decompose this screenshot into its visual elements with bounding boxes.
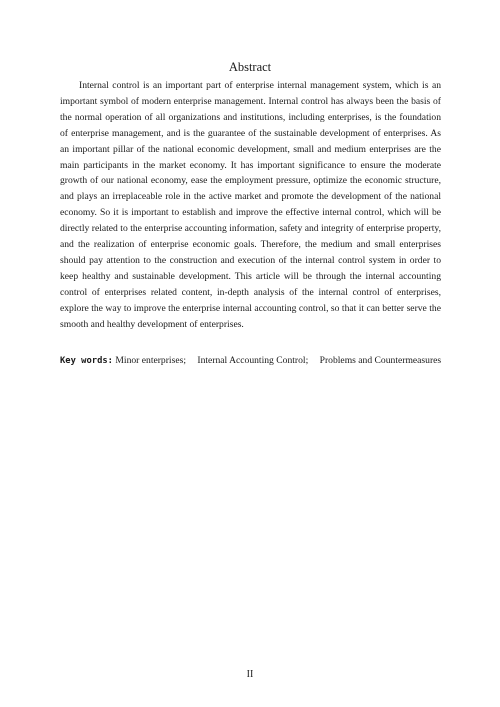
keyword-item: Problems and Countermeasures — [319, 355, 442, 366]
keywords-line — [60, 354, 480, 368]
page-title: Abstract — [228, 60, 272, 74]
keywords-label: Key words: — [60, 356, 113, 366]
keyword-item: Minor enterprises; — [115, 355, 186, 366]
abstract-paragraph: Internal control is an important part of enterprise internal management system, which is an important symbol of modern enterprise management. Internal control has always been the basis of the normal operation of all organizations and institutions, including enterprises, is the foundation of enterprise management, and is the guarantee of the sustainable development of enterprises. As an important pillar of the national economic development, small and medium enterprises are the main participants in the market economy. It has important significance to ensure the moderate growth of our national economy, ease the employment pressure, optimize the economic structure, and plays an irreplaceable role in the active market and promote the development of the national economy. So it is important to establish and improve the effective internal control, which will be directly related to the enterprise accounting information, safety and integrity of enterprise property, and the realization of enterprise economic goals. Therefore, the medium and small enterprises should pay attention to the construction and execution of the internal control system in order to keep healthy and sustainable development. This article will be through the internal accounting control of enterprises related content, in-depth analysis of the internal control of enterprises, explore the way to improve the enterprise internal accounting control, so that it can better serve the smooth and healthy development of enterprises. — [60, 80, 441, 330]
keyword-item: Internal Accounting Control; — [197, 355, 309, 366]
page-number: II — [246, 669, 254, 680]
